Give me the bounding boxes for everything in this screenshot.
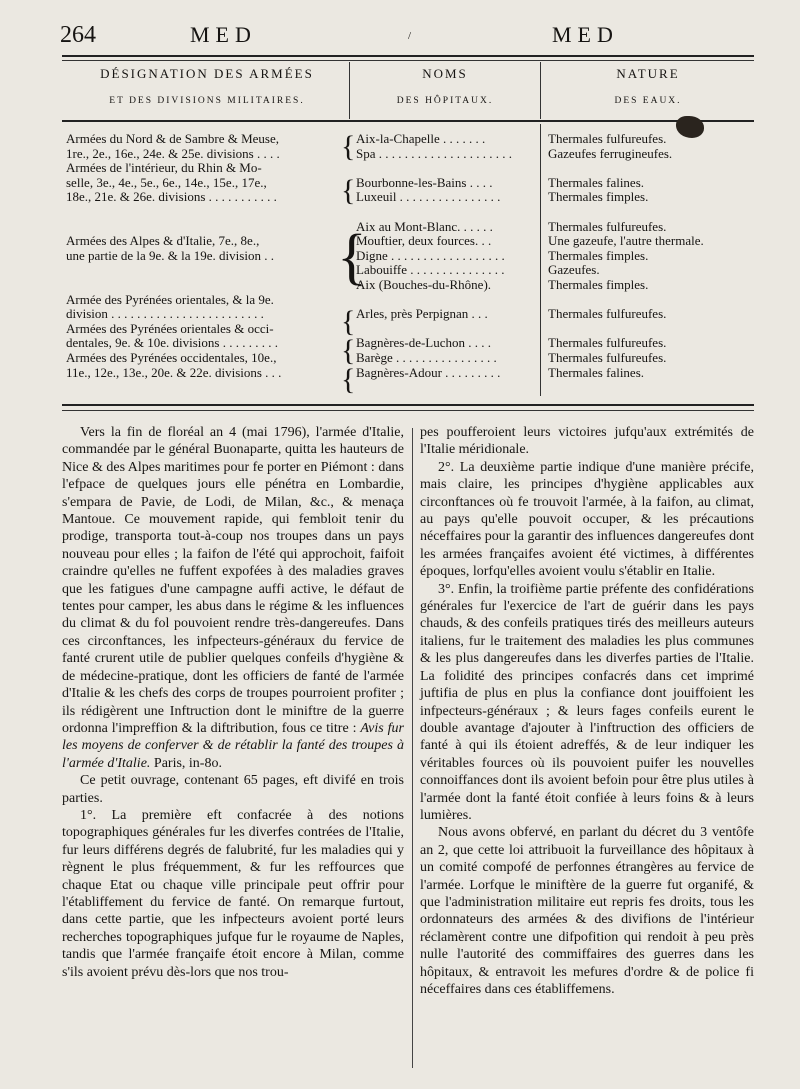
printer-mark: / <box>408 30 412 42</box>
army-line: 18e., 21e. & 26e. divisions . . . . . . . . . . . <box>66 190 277 205</box>
water-type-line: Thermales fimples. <box>548 190 649 205</box>
paragraph: Ce petit ouvrage, contenant 65 pages, eft divifé en trois parties. <box>62 773 404 806</box>
header-rule-bottom <box>62 120 754 122</box>
water-type-line <box>548 293 754 308</box>
hospital-line: Aix (Bouches-du-Rhône). <box>356 277 492 292</box>
header-rule-top <box>62 55 754 57</box>
brace-icon: { <box>341 363 356 396</box>
hospital-line: Arles, près Perpignan . . . <box>356 307 488 322</box>
running-head-left: MED <box>190 22 257 47</box>
paragraph: 2°. La deuxième partie indique d'une manière précife, mais claire, les principes d'hygiène applicables aux circonftances où fe trouvoit l'armée, à la faifon, au climat, au pays qu'elle pouvoit occuper, & les précautions néceffaires pour la garantir des influences dangereufes dont les armées françaifes avoient été victimes, à différentes époques, lorfqu'elles avoient voulu s'établir en Italie. <box>420 459 754 580</box>
table-divider-waters <box>540 124 541 396</box>
water-type-line <box>548 161 754 176</box>
brace-icon: { <box>341 334 356 367</box>
brace-icon: { <box>341 130 356 163</box>
table-rule-bottom-thin <box>62 410 754 411</box>
water-type-line: Thermales fulfureufes. <box>548 336 667 351</box>
water-type-line <box>548 322 754 337</box>
work-title: Avis fur les moyens de conferver & de rétablir la fanté des troupes à l'armée d'Italie. <box>62 720 404 771</box>
water-type-line: Thermales fulfureufes. <box>548 132 667 146</box>
hospital-line: Spa . . . . . . . . . . . . . . . . . . . . . <box>356 146 512 161</box>
army-line: Armées des Pyrénées orientales & occi- <box>66 321 274 336</box>
hospital-line: Luxeuil . . . . . . . . . . . . . . . . <box>356 190 501 205</box>
paragraph: Vers la fin de floréal an 4 (mai 1796), l'armée d'Italie, commandée par le général Buonaparte, quitta les hauteurs de Nice & des Alpes maritimes pour fe porter en Piémont : dans l'efpace de quelques jours elle pénétra en Lombardie, s'empara de Pavie, de Lodi, de Milan, &c., & menaça Mantoue. Ce mouvement rapide, qui fembloit tenir du prodige, transporta tout-à-coup nos troupes dans un pays nouveau pour elles ; la faifon de l'été qui approchoit, faifoit craindre qu'elles ne fuffent expofées à des maladies graves que les fatigues d'une campagne auffi active, le défaut de tentes pour camper, les abus dans le régime & les influences du climat & du fol pouvoient rendre très-dangereufes. Dans ces circonftances, les infpecteurs-généraux du fervice de fanté crurent utile de publier quelques confeils d'hygiène & de médecine-pratique, dont les officiers de fanté de l'armée d'Italie & les chefs des corps de troupes pourroient profiter ; ils rédigèrent une Inftruction dont le miniftre de la guerre ordonna l'impreffion & la diftribution, fous ce titre : Avis fur les moyens de conferver & de rétablir la fanté des troupes à l'armée d'Italie. Paris, in-8o. <box>62 425 404 771</box>
table-rule-bottom <box>62 404 754 406</box>
hospital-line: Bagnères-de-Luchon . . . . <box>356 336 492 351</box>
army-line: Armées des Alpes & d'Italie, 7e., 8e., <box>66 234 260 249</box>
hospital-line: Aix au Mont-Blanc. . . . . . <box>356 219 493 234</box>
army-line <box>66 205 342 220</box>
army-line: 11e., 12e., 13e., 20e. & 22e. divisions . . . <box>66 365 282 380</box>
hospital-line: Bagnères-Adour . . . . . . . . . <box>356 365 501 380</box>
army-line: selle, 3e., 4e., 5e., 6e., 14e., 15e., 17e., <box>66 175 267 190</box>
paragraph: pes poufferoient leurs victoires jufqu'aux extrémités de l'Italie méridionale. <box>420 425 754 458</box>
army-line: une partie de la 9e. & la 19e. division . . <box>66 248 274 263</box>
water-type-line: Thermales fulfureufes. <box>548 307 667 322</box>
paragraph: 3°. Enfin, la troifième partie préfente des confidérations générales fur l'exercice de l'art de guérir dans les pays chauds, & des confeils pratiques tirés des meilleurs auteurs italiens, fur le traitement des maladies les plus communes & les plus dangereufes dans les diverfes parties de l'Italie. La folidité des principes confacrés dans cet imprimé juftifia de plus en plus la confiance dont jouiffoient les infpecteurs-généraux ; & leurs fages confeils eurent le double avantage d'ajouter à l'inftruction des officiers de fanté à qui ils étoient adreffés, & de leur indiquer les véritables fources où ils pouvoient puifer les nouvelles connoiffances dont ils avoient befoin pour être plus utiles à l'armée dont la fanté étoit confiée à leurs foins & à leurs lumières. <box>420 581 754 823</box>
page-number: 264 <box>60 22 96 48</box>
water-type-line: Gazeufes. <box>548 263 600 278</box>
col-header-armies: DÉSIGNATION DES ARMÉES ET DES DIVISIONS MILITAIRES. <box>100 66 314 106</box>
hospital-line: Bourbonne-les-Bains . . . . <box>356 175 493 190</box>
army-line: Armée des Pyrénées orientales, & la 9e. <box>66 292 274 307</box>
hospital-line: Barège . . . . . . . . . . . . . . . . <box>356 350 497 365</box>
hospital-line: Digne . . . . . . . . . . . . . . . . . . <box>356 248 505 263</box>
brace-icon: { <box>341 305 356 338</box>
ink-stain <box>676 116 704 138</box>
hospital-line: Mouftier, deux fources. . . <box>356 234 492 249</box>
water-type-line: Thermales fimples. <box>548 248 649 263</box>
water-type-line <box>548 205 754 220</box>
army-line <box>66 263 342 278</box>
header-rule-sub <box>62 60 754 61</box>
column-divider <box>412 428 413 1068</box>
army-line: Armées des Pyrénées occidentales, 10e., <box>66 350 277 365</box>
waters-column <box>548 132 754 380</box>
hospital-line <box>356 205 538 220</box>
hospital-line <box>356 293 538 308</box>
water-type-line: Thermales fulfureufes. <box>548 219 667 234</box>
hospital-line: Aix-la-Chapelle . . . . . . . <box>356 132 486 146</box>
army-line: division . . . . . . . . . . . . . . . . . . . . . . . . <box>66 307 264 322</box>
col-header-hospitals: NOMS DES HÔPITAUX. <box>396 66 494 106</box>
hospitals-column <box>356 132 538 380</box>
army-line: dentales, 9e. & 10e. divisions . . . . . . . . . <box>66 336 278 351</box>
running-head-right: MED <box>552 22 619 47</box>
water-type-line: Thermales fimples. <box>548 277 649 292</box>
left-text-column <box>62 424 404 981</box>
water-type-line: Thermales falines. <box>548 175 645 190</box>
water-type-line: Thermales fulfureufes. <box>548 350 667 365</box>
water-type-line: Gazeufes ferrugineufes. <box>548 146 673 161</box>
paragraph: 1°. La première eft confacrée à des notions topographiques générales fur les diverfes contrées de l'Italie, fur leurs différens degrés de falubrité, fur les maladies qui y règnent le plus fréquemment, & fur les reffources que chaque Etat ou chaque ville principale peut offrir pour l'établiffement du fervice de fanté. On remarque furtout, dans cette partie, que les infpecteurs avoient porté leurs recherches topographiques jufque fur le royaume de Naples, tandis que l'armée françaife étoit encore à Milan, comme s'ils avoient prévu dès-lors que nos trou- <box>62 807 404 980</box>
hospital-line: Labouiffe . . . . . . . . . . . . . . . <box>356 263 505 278</box>
header-divider-1 <box>349 62 350 119</box>
header-divider-2 <box>540 62 541 119</box>
water-type-line: Thermales falines. <box>548 365 645 380</box>
hospital-line <box>356 161 538 176</box>
army-line: Armées du Nord & de Sambre & Meuse, <box>66 132 280 146</box>
paragraph: Nous avons obfervé, en parlant du décret du 3 ventôfe an 2, que cette loi attribuoit la furveillance des hôpitaux à un comité compofé de perfonnes étrangères au fervice de l'armée. Lorfque le miniftère de la guerre fut organifé, & que l'administration militaire eut repris fes droits, tous les ordonnateurs des armées & des divifions de l'intérieur réclamèrent contre une difpofition qui rendoit à peu près nulle l'autorité des commiffaires des guerres dans les hôpitaux, & entravoit les mefures d'ordre & de police fi néceffaires dans ces établiffemens. <box>420 825 754 997</box>
brace-icon: { <box>341 174 356 207</box>
col-header-waters: NATURE DES EAUX. <box>614 66 682 106</box>
army-line: 1re., 2e., 16e., 24e. & 25e. divisions . . . . <box>66 146 280 161</box>
armies-column <box>66 132 342 380</box>
army-line <box>66 220 342 235</box>
hospital-line <box>356 322 538 337</box>
brace-icon: { <box>337 223 367 291</box>
army-line: Armées de l'intérieur, du Rhin & Mo- <box>66 161 262 176</box>
army-line <box>66 278 342 293</box>
right-text-column <box>420 424 754 998</box>
water-type-line: Une gazeufe, l'autre thermale. <box>548 234 704 249</box>
